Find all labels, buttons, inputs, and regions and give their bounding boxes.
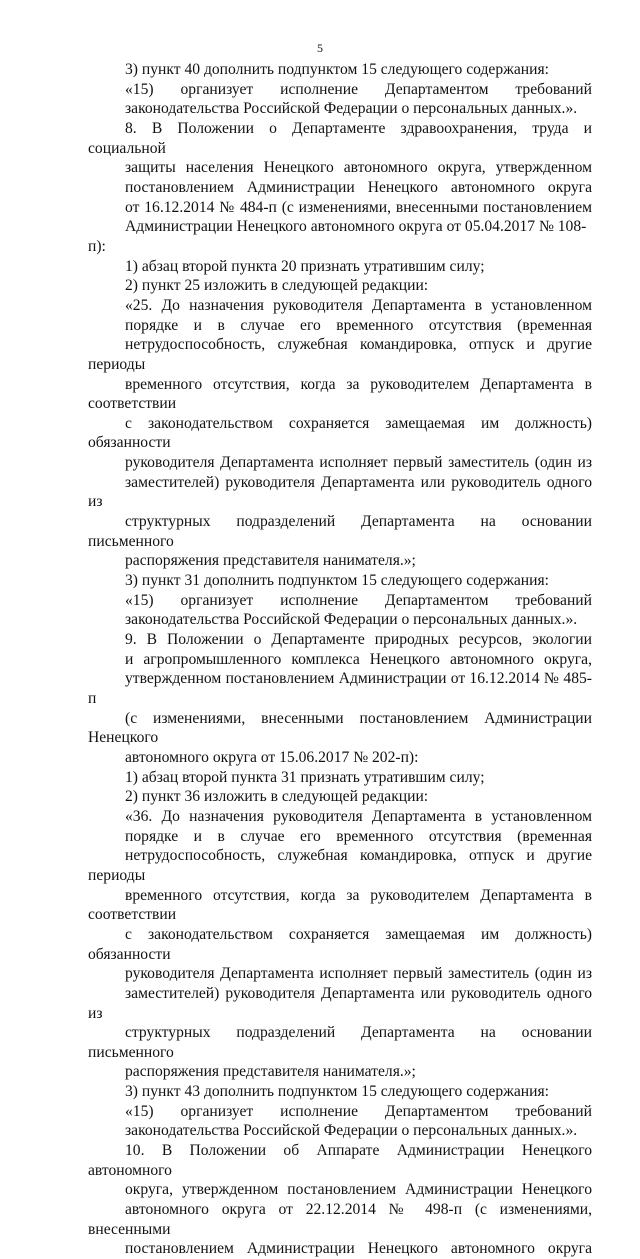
text-line: порядке и в случае его временного отсутствия (временная: [125, 316, 592, 334]
paragraph-section-9: [88, 630, 592, 768]
paragraph-quote-subpoint-15: [88, 591, 592, 630]
paragraph-item-1-point-20: [88, 257, 592, 277]
document-body: [88, 60, 592, 1259]
text-line: постановлением Администрации Ненецкого автономного округа: [125, 178, 592, 196]
text-line: автономного округа от 15.06.2017 № 202-п):: [125, 748, 419, 766]
text-line: округа, утвержденном постановлением Администрации Ненецкого: [125, 1181, 592, 1199]
paragraph-item-2-point-36: [88, 787, 592, 807]
text-line: 8. В Положении о Департаменте здравоохранения, труда и социальной: [88, 119, 592, 157]
text-line: от 16.12.2014 № 484-п (с изменениями, внесенными постановлением: [125, 198, 592, 216]
text-line: 2) пункт 25 изложить в следующей редакции:: [125, 277, 429, 295]
paragraph-quote-subpoint-15: [88, 1102, 592, 1141]
text-line: и агропромышленного комплекса Ненецкого автономного округа,: [125, 650, 592, 668]
text-line: утвержденном постановлением Администрации от 16.12.2014 № 485-п: [88, 670, 592, 707]
text-line: нетрудоспособность, служебная командировка, отпуск и другие периоды: [88, 336, 592, 373]
text-line: 1) абзац второй пункта 31 признать утратившим силу;: [125, 768, 485, 786]
text-line: «15) организует исполнение Департаментом требований: [125, 591, 592, 609]
text-line: временного отсутствия, когда за руководителем Департамента в соответствии: [88, 886, 592, 924]
text-line: распоряжения представителя нанимателя.»;: [125, 1063, 416, 1081]
paragraph-item-3-point-43: [88, 1082, 592, 1102]
text-line: законодательства Российской Федерации о персональных данных.».: [125, 1122, 578, 1140]
text-line: законодательства Российской Федерации о персональных данных.».: [125, 611, 578, 629]
text-line: «15) организует исполнение Департаментом требований: [125, 1102, 592, 1120]
paragraph-item-3-point-40: [88, 60, 592, 80]
text-line: «25. До назначения руководителя Департамента в установленном: [125, 296, 592, 314]
text-line: автономного округа от 22.12.2014 № 498-п (с изменениями, внесенными: [88, 1201, 592, 1238]
text-line: защиты населения Ненецкого автономного округа, утвержденном: [125, 159, 592, 177]
paragraph-item-3-point-31: [88, 571, 592, 591]
text-line: порядке и в случае его временного отсутствия (временная: [125, 827, 592, 845]
text-line: распоряжения представителя нанимателя.»;: [125, 552, 416, 570]
text-line: заместителей) руководителя Департамента или руководитель одного из: [88, 473, 592, 511]
text-line: нетрудоспособность, служебная командировка, отпуск и другие периоды: [88, 847, 592, 884]
text-line: 10. В Положении об Аппарате Администрации Ненецкого автономного: [88, 1142, 592, 1179]
paragraph-item-2-point-25: [88, 276, 592, 296]
paragraph-quote-point-36: [88, 807, 592, 1082]
text-line: «36. До назначения руководителя Департамента в установленном: [125, 807, 592, 825]
text-line: 3) пункт 40 дополнить подпунктом 15 следующего содержания:: [125, 61, 550, 78]
text-line: постановлением Администрации Ненецкого автономного округа: [125, 1240, 592, 1258]
text-line: (с изменениями, внесенными постановлением Администрации Ненецкого: [88, 709, 592, 747]
text-line: 1) абзац второй пункта 20 признать утратившим силу;: [125, 257, 485, 275]
text-line: структурных подразделений Департамента на основании письменного: [88, 513, 592, 550]
text-line: структурных подразделений Департамента на основании письменного: [88, 1024, 592, 1061]
paragraph-quote-point-25: [88, 296, 592, 571]
text-line: с законодательством сохраняется замещаемая им должность) обязанности: [88, 925, 592, 963]
paragraph-quote-subpoint-15: [88, 80, 592, 119]
text-line: законодательства Российской Федерации о персональных данных.».: [125, 100, 578, 118]
text-line: 9. В Положении о Департаменте природных ресурсов, экологии: [125, 631, 592, 649]
page-number: 5: [317, 41, 323, 55]
text-line: 3) пункт 31 дополнить подпунктом 15 следующего содержания:: [125, 572, 550, 590]
text-line: с законодательством сохраняется замещаемая им должность) обязанности: [88, 414, 592, 452]
text-line: заместителей) руководителя Департамента или руководитель одного из: [88, 984, 592, 1022]
paragraph-item-1-point-31: [88, 768, 592, 788]
text-line: 2) пункт 36 изложить в следующей редакции:: [125, 788, 429, 806]
text-line: «15) организует исполнение Департаментом требований: [125, 80, 592, 98]
text-line: руководителя Департамента исполняет первый заместитель (один из: [125, 965, 592, 983]
text-line: руководителя Департамента исполняет первый заместитель (один из: [125, 454, 592, 472]
paragraph-section-8: [88, 119, 592, 257]
text-line: 3) пункт 43 дополнить подпунктом 15 следующего содержания:: [125, 1083, 550, 1101]
paragraph-section-10: [88, 1141, 592, 1259]
text-line: временного отсутствия, когда за руководителем Департамента в соответствии: [88, 375, 592, 413]
text-line: Администрации Ненецкого автономного округа от 05.04.2017 № 108-п):: [88, 218, 587, 255]
